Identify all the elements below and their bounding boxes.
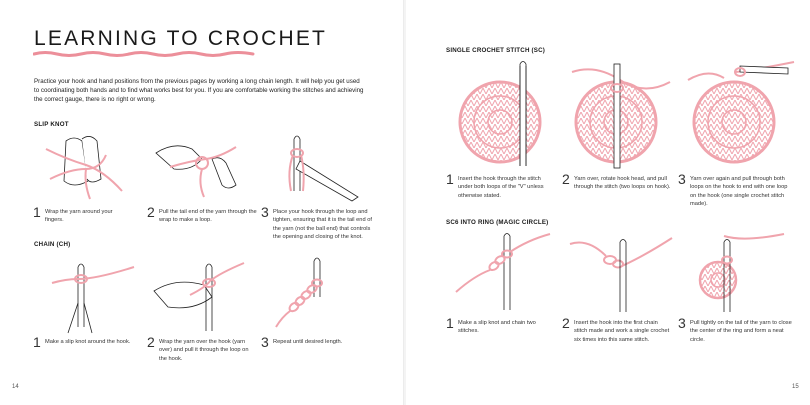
single-crochet-step-3	[678, 172, 794, 212]
magic-circle-step1-illustration	[452, 232, 552, 314]
step-text: Pull the tail end of the yarn through the wrap to make a loop.	[159, 209, 257, 224]
slip-knot-heading: SLIP KNOT	[34, 121, 69, 128]
single-crochet-step1-illustration	[450, 58, 560, 172]
step-text: Repeat until desired length.	[273, 339, 343, 345]
page-number: 14	[12, 384, 19, 390]
step-number: 1	[446, 315, 454, 331]
magic-circle-heading: SC6 INTO RING (MAGIC CIRCLE)	[446, 219, 549, 226]
step-number: 2	[562, 315, 570, 331]
step-number: 3	[678, 171, 686, 187]
step-number: 1	[33, 204, 41, 220]
step-text: Insert the hook into the first chain stitch made and work a single crochet six times into this same stitch.	[574, 320, 670, 343]
page-number: 15	[792, 384, 799, 390]
slip-knot-step-3	[261, 205, 381, 255]
step-number: 3	[261, 204, 269, 220]
single-crochet-step-1	[446, 172, 558, 212]
magic-circle-step-1	[446, 316, 558, 356]
step-number: 2	[562, 171, 570, 187]
slip-knot-step1-illustration	[36, 133, 126, 205]
step-text: Wrap the yarn over the hook (yarn over) and pull it through the loop on the hook.	[159, 339, 249, 362]
single-crochet-step2-illustration	[566, 58, 676, 172]
step-text: Make a slip knot around the hook.	[45, 339, 131, 345]
slip-knot-step2-illustration	[150, 133, 246, 205]
left-page	[0, 0, 404, 405]
chain-step-2	[147, 335, 257, 365]
step-number: 1	[33, 334, 41, 350]
slip-knot-step3-illustration	[272, 131, 368, 203]
single-crochet-heading: SINGLE CROCHET STITCH (SC)	[446, 47, 546, 54]
chain-step-3	[261, 335, 381, 365]
step-number: 1	[446, 171, 454, 187]
chain-heading: CHAIN (CH)	[34, 241, 71, 248]
chain-step1-illustration	[48, 257, 138, 335]
page-title: LEARNING TO CROCHET	[34, 27, 328, 50]
step-text: Make a slip knot and chain two stitches.	[458, 320, 536, 335]
right-page	[406, 0, 810, 405]
single-crochet-step3-illustration	[684, 58, 800, 172]
magic-circle-step3-illustration	[684, 232, 794, 314]
step-text: Pull tightly on the tail of the yarn to close the center of the ring and form a neat circle.	[690, 320, 792, 343]
chain-step-1	[33, 335, 133, 365]
step-number: 2	[147, 334, 155, 350]
step-text: Yarn over, rotate hook head, and pull through the stitch (two loops on hook).	[574, 176, 671, 191]
magic-circle-step2-illustration	[566, 232, 676, 314]
title-underline	[33, 50, 255, 58]
single-crochet-step-2	[562, 172, 674, 212]
chain-step3-illustration	[270, 257, 370, 335]
magic-circle-step-2	[562, 316, 674, 360]
slip-knot-step-2	[147, 205, 257, 235]
step-text: Yarn over again and pull through both loops on the hook to end with one loop on the hook (one single crochet stitch made).	[690, 176, 788, 208]
step-number: 3	[261, 334, 269, 350]
step-number: 2	[147, 204, 155, 220]
intro-paragraph: Practice your hook and hand positions from the previous pages by working a long chain length. It will help you get used to coordinating both hands and to find what works best for you. If you are comfortable working the stitches and achieving the correct gauge, there is no right or wrong.	[34, 78, 364, 103]
step-text: Insert the hook through the stitch under both loops of the "V" unless otherwise stated.	[458, 176, 544, 199]
chain-step2-illustration	[150, 257, 250, 335]
step-number: 3	[678, 315, 686, 331]
step-text: Wrap the yarn around your fingers.	[45, 209, 113, 224]
slip-knot-step-1	[33, 205, 133, 235]
step-text: Place your hook through the loop and tighten, ensuring that it is the tail end of the yarn (not the ball end) that controls the opening and closing of the knot.	[273, 209, 372, 241]
magic-circle-step-3	[678, 316, 794, 356]
